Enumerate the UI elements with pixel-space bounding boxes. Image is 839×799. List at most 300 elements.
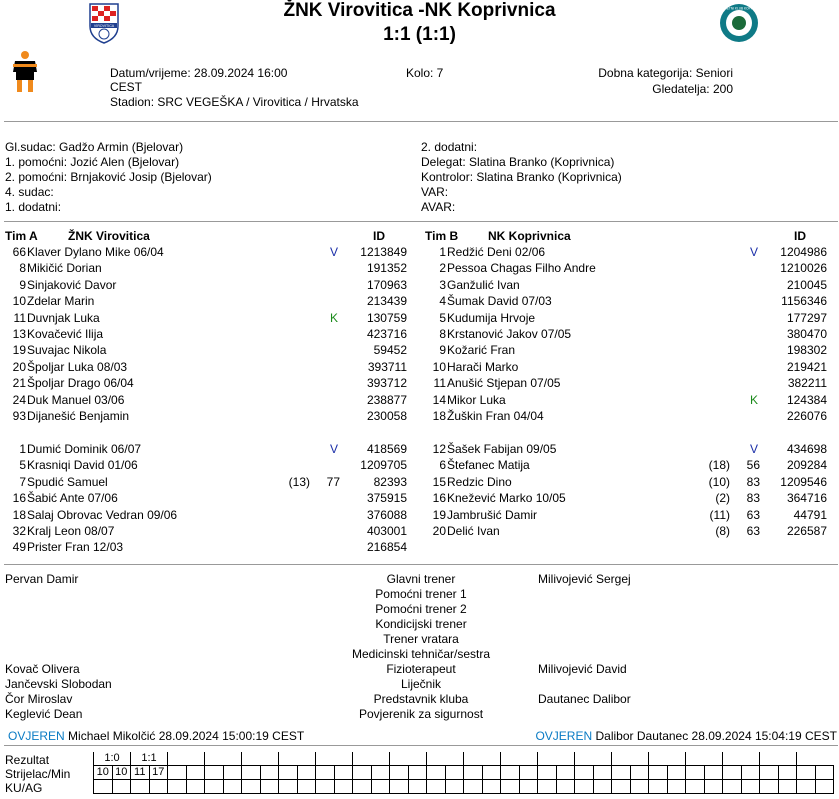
official-entry: 2. dodatni: <box>421 140 478 154</box>
player-id: 403001 <box>366 524 407 538</box>
player-number: 49 <box>12 540 26 555</box>
result-cell <box>686 752 723 766</box>
player-id: 393711 <box>367 359 407 374</box>
player-number: 8 <box>439 327 446 341</box>
player-id: 238877 <box>366 392 407 407</box>
away-staff-name: Milivojević David <box>538 662 627 676</box>
player-name: Salaj Obrovac Vedran 09/06 <box>27 507 178 522</box>
player-number: 21 <box>12 376 26 391</box>
card-cell <box>260 780 279 794</box>
card-cell <box>316 780 335 794</box>
player-id: 1210026 <box>780 261 827 276</box>
scorer-minute-cell <box>630 766 649 780</box>
player-number: 66 <box>12 245 26 259</box>
player-id: 382211 <box>787 376 827 391</box>
staff-role: Povjerenik za sigurnost <box>358 707 484 721</box>
official-entry: Kontrolor: Slatina Branko (Koprivnica) <box>421 170 622 184</box>
player-number: 19 <box>432 507 446 522</box>
scorer-minute-cell <box>242 766 261 780</box>
card-cell <box>760 780 779 794</box>
player-number: 6 <box>439 458 446 473</box>
staff-role: Predstavnik kluba <box>373 692 469 706</box>
player-name: Špoljar Luka 08/03 <box>27 359 128 374</box>
player-name: Kralj Leon 08/07 <box>27 524 115 538</box>
player-id: 209284 <box>786 458 827 473</box>
sub-for: (8) <box>715 524 730 538</box>
goalkeeper-flag: V <box>330 442 339 456</box>
player-name: Mikičić Dorian <box>27 261 102 276</box>
card-cell <box>223 780 242 794</box>
card-cell <box>519 780 538 794</box>
player-row <box>0 475 839 490</box>
card-cell <box>297 780 316 794</box>
player-number: 9 <box>19 277 26 292</box>
player-id: 216854 <box>366 540 407 555</box>
staff-role: Liječnik <box>400 677 442 691</box>
card-cell <box>630 780 649 794</box>
home-staff-name: Jančevski Slobodan <box>5 677 112 691</box>
result-cell <box>649 752 686 766</box>
player-id: 1209705 <box>360 458 407 473</box>
player-id: 1204986 <box>780 245 827 259</box>
player-id: 230058 <box>366 409 407 423</box>
card-cell <box>242 780 261 794</box>
player-name: Dijanešić Benjamin <box>27 409 130 423</box>
away-verified-by: Dalibor Dautanec 28.09.2024 15:04:19 CEST <box>595 729 837 743</box>
player-row <box>0 294 839 309</box>
official-entry: AVAR: <box>421 200 456 214</box>
team-b-name: NK Koprivnica <box>488 229 571 243</box>
player-name: Kudumija Hrvoje <box>447 310 536 325</box>
divider <box>4 221 838 222</box>
card-cell <box>334 780 353 794</box>
card-cell <box>427 780 446 794</box>
match-category: Dobna kategorija: Seniori <box>598 66 733 80</box>
scorer-minute-cell <box>408 766 427 780</box>
player-number: 16 <box>12 491 26 506</box>
scorer-minute-cell <box>390 766 409 780</box>
player-name: Krstanović Jakov 07/05 <box>447 327 572 341</box>
official-entry: VAR: <box>421 185 449 199</box>
player-id: 1213849 <box>360 245 407 259</box>
card-cell <box>390 780 409 794</box>
player-name: Sinjaković Davor <box>27 277 117 292</box>
player-name: Šumak David 07/03 <box>447 294 552 309</box>
player-name: Jambrušić Damir <box>447 507 538 522</box>
match-timezone: CEST <box>110 80 143 94</box>
card-cell <box>686 780 705 794</box>
player-id: 170963 <box>366 277 407 292</box>
result-row-label: Rezultat <box>5 753 50 767</box>
official-entry: 4. sudac: <box>5 185 54 199</box>
card-cell <box>575 780 594 794</box>
card-cell <box>205 780 224 794</box>
player-number: 15 <box>432 474 446 489</box>
card-cell <box>186 780 205 794</box>
player-name: Anušić Stjepan 07/05 <box>447 376 561 391</box>
scorer-minute-cell: 17 <box>149 766 168 780</box>
staff-role: Kondicijski trener <box>375 617 467 631</box>
result-cell <box>760 752 797 766</box>
scorer-minute-cell <box>168 766 187 780</box>
result-cell <box>538 752 575 766</box>
card-cell <box>649 780 668 794</box>
player-name: Zdelar Marin <box>27 294 95 309</box>
official-entry: Delegat: Slatina Branko (Koprivnica) <box>421 155 615 169</box>
player-number: 10 <box>432 359 446 374</box>
result-cell <box>723 752 760 766</box>
player-name: Spudić Samuel <box>27 474 108 489</box>
player-row <box>0 491 839 506</box>
card-cell <box>797 780 816 794</box>
scorer-minute-cell: 10 <box>94 766 113 780</box>
scorer-minute-cell <box>205 766 224 780</box>
player-number: 1 <box>439 245 446 259</box>
player-id: 380470 <box>786 327 827 341</box>
scorer-minute-cell <box>556 766 575 780</box>
team-a-label: Tim A <box>5 229 38 243</box>
card-cell <box>612 780 631 794</box>
sub-minute: 83 <box>746 491 760 506</box>
player-number: 3 <box>439 277 446 292</box>
player-id: 376088 <box>366 507 407 522</box>
player-id: 418569 <box>366 442 407 456</box>
player-number: 16 <box>432 491 446 506</box>
player-number: 20 <box>12 359 26 374</box>
sub-for: (10) <box>708 474 730 489</box>
player-number: 20 <box>432 524 446 538</box>
sub-minute: 83 <box>746 474 760 489</box>
player-name: Redzic Dino <box>447 474 512 489</box>
player-id: 1209546 <box>780 474 827 489</box>
score-grid <box>93 752 834 794</box>
player-name: Prister Fran 12/03 <box>27 540 124 555</box>
player-id: 198302 <box>786 343 827 358</box>
scorer-minute-cell <box>741 766 760 780</box>
player-number: 11 <box>13 310 26 325</box>
player-name: Kovačević Ilija <box>27 327 104 341</box>
card-cell <box>279 780 298 794</box>
player-name: Mikor Luka <box>447 392 506 407</box>
player-number: 14 <box>432 392 446 407</box>
player-number: 19 <box>12 343 26 358</box>
team-a-id-header: ID <box>373 229 385 243</box>
scorer-minute-cell <box>445 766 464 780</box>
scorer-minute-cell <box>723 766 742 780</box>
card-cell <box>667 780 686 794</box>
home-staff-name: Pervan Damir <box>5 572 79 586</box>
scorer-minute-cell <box>815 766 834 780</box>
player-name: Šabić Ante 07/06 <box>27 491 118 506</box>
card-cell <box>168 780 187 794</box>
scorer-minute-cell <box>667 766 686 780</box>
player-number: 2 <box>439 261 446 276</box>
sub-for: (18) <box>708 458 730 473</box>
home-verification <box>8 729 304 743</box>
player-name: Krasniqi David 01/06 <box>27 458 138 473</box>
card-cell <box>704 780 723 794</box>
player-row <box>0 524 839 539</box>
result-cell: 1:1 <box>131 752 168 766</box>
player-id: 393712 <box>366 376 407 391</box>
result-cell <box>612 752 649 766</box>
player-row <box>0 442 839 457</box>
scorer-minute-cell <box>353 766 372 780</box>
scorer-minute-cell <box>334 766 353 780</box>
player-number: 4 <box>439 294 446 309</box>
captain-flag: K <box>750 392 759 407</box>
result-cell <box>501 752 538 766</box>
staff-role: Pomoćni trener 1 <box>375 587 467 601</box>
card-cell <box>556 780 575 794</box>
player-number: 93 <box>12 409 26 423</box>
home-staff-name: Čor Miroslav <box>5 692 73 706</box>
player-id: 219421 <box>786 359 827 374</box>
player-id: 375915 <box>366 491 407 506</box>
player-name: Redžić Deni 02/06 <box>447 245 546 259</box>
official-entry: 1. pomoćni: Jozić Alen (Bjelovar) <box>5 155 180 169</box>
player-name: Žuškin Fran 04/04 <box>447 409 544 423</box>
scorer-minute-cell <box>612 766 631 780</box>
result-cell <box>427 752 464 766</box>
player-number: 1 <box>19 442 26 456</box>
player-number: 12 <box>432 442 446 456</box>
player-name: Duk Manuel 03/06 <box>27 392 125 407</box>
result-cell <box>242 752 279 766</box>
svg-text:NOGOMETNI KLUB KOPRIVNICA: NOGOMETNI KLUB KOPRIVNICA <box>714 6 764 11</box>
player-name: Kožarić Fran <box>447 343 516 358</box>
result-cell <box>279 752 316 766</box>
scorer-minute-cell <box>686 766 705 780</box>
player-row <box>0 327 839 342</box>
staff-role: Medicinski tehničar/sestra <box>351 647 491 661</box>
match-round: Kolo: 7 <box>406 66 444 80</box>
card-cell <box>482 780 501 794</box>
scorer-minute-cell <box>482 766 501 780</box>
result-cell <box>316 752 353 766</box>
away-staff-name: Dautanec Dalibor <box>538 692 631 706</box>
goalkeeper-flag: V <box>750 245 759 259</box>
scorer-minute-cell <box>260 766 279 780</box>
divider <box>4 564 838 565</box>
player-number: 24 <box>12 392 26 407</box>
scorer-minute-cell <box>279 766 298 780</box>
player-number: 18 <box>12 507 26 522</box>
result-cell <box>575 752 612 766</box>
player-id: 177297 <box>786 310 827 325</box>
home-verified-label: OVJEREN <box>8 729 65 743</box>
match-spectators: Gledatelja: 200 <box>652 82 733 96</box>
team-a-name: ŽNK Virovitica <box>68 229 150 243</box>
player-name: Suvajac Nikola <box>27 343 107 358</box>
result-cell <box>168 752 205 766</box>
card-cell <box>593 780 612 794</box>
scorer-minute-cell: 11 <box>131 766 150 780</box>
official-entry: Gl.sudac: Gadžo Armin (Bjelovar) <box>5 140 184 154</box>
result-cell <box>353 752 390 766</box>
player-row <box>0 409 839 424</box>
team-b-id-header: ID <box>794 229 806 243</box>
scorer-minute-cell <box>427 766 446 780</box>
player-number: 7 <box>19 474 26 489</box>
player-id: 82393 <box>373 474 407 489</box>
player-number: 5 <box>19 458 26 473</box>
match-date: Datum/vrijeme: 28.09.2024 16:00 <box>110 66 288 80</box>
sub-for: (11) <box>709 507 730 522</box>
sub-minute: 63 <box>746 507 760 522</box>
away-verified-label: OVJEREN <box>535 729 593 743</box>
player-name: Harači Marko <box>447 359 519 374</box>
player-number: 5 <box>439 310 446 325</box>
player-row <box>0 343 839 358</box>
player-id: 423716 <box>366 327 407 341</box>
player-id: 1156346 <box>781 294 827 309</box>
player-number: 32 <box>12 524 26 538</box>
cards-row-label: KU/AG <box>5 781 43 795</box>
scorer-minute-cell <box>223 766 242 780</box>
card-cell <box>112 780 131 794</box>
scorer-minute-cell <box>371 766 390 780</box>
player-id: 213439 <box>366 294 407 309</box>
player-id: 130759 <box>366 310 407 325</box>
staff-role: Pomoćni trener 2 <box>375 602 467 616</box>
scorer-minute-cell <box>316 766 335 780</box>
card-cell <box>149 780 168 794</box>
card-cell <box>778 780 797 794</box>
result-cell <box>205 752 242 766</box>
card-cell <box>464 780 483 794</box>
player-name: Duvnjak Luka <box>27 310 100 325</box>
result-cell <box>797 752 834 766</box>
player-row <box>0 376 839 391</box>
divider <box>4 121 838 122</box>
goalkeeper-flag: V <box>330 245 339 259</box>
card-cell <box>445 780 464 794</box>
match-stadium: Stadion: SRC VEGEŠKA / Virovitica / Hrvatska <box>110 95 359 109</box>
official-entry: 1. dodatni: <box>5 200 62 214</box>
scorer-minute-cell <box>464 766 483 780</box>
player-id: 191352 <box>366 261 407 276</box>
result-cell <box>390 752 427 766</box>
sub-for: (13) <box>288 474 310 489</box>
result-cell: 1:0 <box>94 752 131 766</box>
home-verified-by: Michael Mikolčić 28.09.2024 15:00:19 CEST <box>68 729 305 743</box>
scorer-row-label: Strijelac/Min <box>5 767 71 781</box>
referee-icon <box>10 50 40 94</box>
scorer-minute-cell <box>575 766 594 780</box>
scorer-minute-cell <box>704 766 723 780</box>
card-cell <box>501 780 520 794</box>
player-row <box>0 245 839 260</box>
player-name: Štefanec Matija <box>447 458 530 473</box>
captain-flag: K <box>330 310 339 325</box>
goalkeeper-flag: V <box>750 442 759 456</box>
sub-for: (2) <box>715 491 730 506</box>
player-row <box>0 393 839 408</box>
player-id: 124384 <box>786 392 827 407</box>
svg-text:VIROVITICA: VIROVITICA <box>93 24 115 28</box>
player-name: Šašek Fabijan 09/05 <box>447 442 557 456</box>
player-row <box>0 311 839 326</box>
player-number: 10 <box>12 294 26 309</box>
home-staff-name: Kovač Olivera <box>5 662 80 676</box>
player-id: 59452 <box>373 343 407 358</box>
sub-minute: 77 <box>326 474 340 489</box>
player-id: 226587 <box>786 524 827 538</box>
home-staff-name: Keglević Dean <box>5 707 83 721</box>
card-cell <box>815 780 834 794</box>
staff-role: Glavni trener <box>386 572 456 586</box>
scorer-minute-cell <box>649 766 668 780</box>
scorer-minute-cell <box>778 766 797 780</box>
divider <box>4 745 838 746</box>
player-id: 44791 <box>793 507 827 522</box>
card-cell <box>131 780 150 794</box>
scorer-minute-cell <box>297 766 316 780</box>
player-id: 434698 <box>786 442 827 456</box>
player-name: Pessoa Chagas Filho Andre <box>447 261 596 276</box>
card-cell <box>723 780 742 794</box>
player-name: Klaver Dylano Mike 06/04 <box>27 245 164 259</box>
team-b-label: Tim B <box>425 229 459 243</box>
card-cell <box>408 780 427 794</box>
scorer-minute-cell <box>797 766 816 780</box>
staff-role: Trener vratara <box>383 632 459 646</box>
scorer-minute-cell <box>186 766 205 780</box>
player-row <box>0 360 839 375</box>
player-name: Špoljar Drago 06/04 <box>27 376 134 391</box>
player-number: 8 <box>19 261 26 276</box>
away-staff-name: Milivojević Sergej <box>538 572 631 586</box>
scorer-minute-cell <box>593 766 612 780</box>
player-row <box>0 508 839 523</box>
card-cell <box>353 780 372 794</box>
match-score: 1:1 (1:1) <box>383 24 456 45</box>
result-cell <box>464 752 501 766</box>
card-cell <box>741 780 760 794</box>
card-cell <box>94 780 113 794</box>
scorer-minute-cell: 10 <box>112 766 131 780</box>
player-row <box>0 278 839 293</box>
match-title: ŽNK Virovitica -NK Koprivnica <box>283 0 556 21</box>
scorer-minute-cell <box>538 766 557 780</box>
player-name: Knežević Marko 10/05 <box>447 491 566 506</box>
player-row <box>0 458 839 473</box>
player-number: 11 <box>433 376 446 391</box>
player-name: Dumić Dominik 06/07 <box>27 442 142 456</box>
player-name: Delić Ivan <box>447 524 500 538</box>
card-cell <box>538 780 557 794</box>
sub-minute: 63 <box>746 524 760 538</box>
scorer-minute-cell <box>760 766 779 780</box>
player-number: 13 <box>12 327 26 341</box>
player-id: 210045 <box>786 277 827 292</box>
away-verification <box>535 729 837 743</box>
player-name: Ganžulić Ivan <box>447 277 520 292</box>
player-row <box>0 261 839 276</box>
card-cell <box>371 780 390 794</box>
staff-role: Fizioterapeut <box>386 662 456 676</box>
player-number: 18 <box>432 409 446 423</box>
player-id: 226076 <box>786 409 827 423</box>
official-entry: 2. pomoćni: Brnjaković Josip (Bjelovar) <box>5 170 212 184</box>
scorer-minute-cell <box>519 766 538 780</box>
scorer-minute-cell <box>501 766 520 780</box>
player-number: 9 <box>439 343 446 358</box>
sub-minute: 56 <box>746 458 760 473</box>
player-row <box>0 540 839 555</box>
player-id: 364716 <box>786 491 827 506</box>
